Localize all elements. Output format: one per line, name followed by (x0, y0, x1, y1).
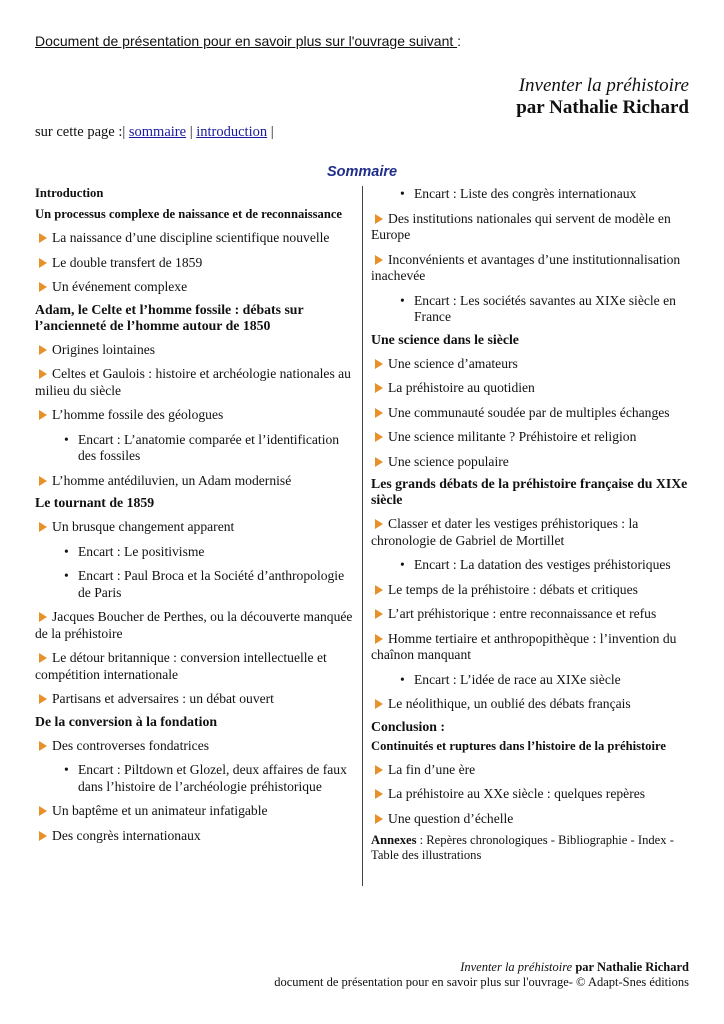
bullet-dot-icon: • (64, 431, 69, 447)
toc-item (35, 407, 353, 424)
section-heading: De la conversion à la fondation (35, 713, 218, 729)
toc-item (371, 606, 691, 623)
arrow-bullet-icon (375, 789, 383, 799)
bullet-dot-icon: • (64, 568, 69, 583)
toc-left-column (35, 186, 353, 844)
encart-label: Encart : Liste des congrès internationaux (414, 186, 637, 201)
toc-item-label: Origines lointaines (52, 341, 156, 357)
page-nav (35, 124, 274, 141)
toc-item-label: Inconvénients et avantages d’une institutionnalisation inachevée (371, 251, 681, 283)
bullet-dot-icon: • (64, 543, 69, 559)
toc-item-label: L’art préhistorique : entre reconnaissance et refus (388, 606, 657, 621)
arrow-bullet-icon (375, 814, 383, 824)
footer-title: Inventer la préhistoire (460, 960, 573, 974)
book-author: par Nathalie Richard (516, 97, 689, 118)
arrow-bullet-icon (39, 653, 47, 663)
arrow-bullet-icon (375, 383, 383, 393)
toc-item-label: Une science populaire (388, 453, 509, 469)
toc-item (371, 252, 691, 285)
arrow-bullet-icon (375, 634, 383, 644)
annexes-text: : Repères chronologiques - Bibliographie - Index - Table des illustrations (371, 833, 674, 862)
toc-item (371, 696, 691, 713)
arrow-bullet-icon (39, 258, 47, 268)
toc-item-label: Le double transfert de 1859 (52, 254, 203, 270)
encart-item (371, 186, 691, 203)
toc-item-label: Homme tertiaire et anthropopithèque : l’invention du chaînon manquant (371, 630, 677, 662)
toc-item (35, 691, 353, 708)
encart-label: Encart : La datation des vestiges préhistoriques (414, 557, 671, 572)
toc-item (35, 255, 353, 272)
nav-link-introduction[interactable]: introduction (196, 124, 268, 140)
section-heading: Adam, le Celte et l’homme fossile : débats sur l’ancienneté de l’homme autour de 1850 (35, 301, 304, 333)
encart-item (35, 432, 353, 465)
toc-item (371, 631, 691, 664)
section-heading: Les grands débats de la préhistoire française du XIXe siècle (371, 476, 688, 507)
annexes-label: Annexes (371, 833, 417, 847)
arrow-bullet-icon (39, 282, 47, 292)
arrow-bullet-icon (39, 741, 47, 751)
toc-item-label: L’homme antédiluvien, un Adam modernisé (52, 472, 292, 488)
book-title: Inventer la préhistoire (518, 75, 689, 96)
arrow-bullet-icon (375, 519, 383, 529)
toc-item-label: La préhistoire au quotidien (388, 380, 535, 395)
book-header (516, 75, 689, 119)
encart-item (35, 568, 353, 601)
toc-item (35, 366, 353, 399)
toc-item-label: La naissance d’une discipline scientifique nouvelle (52, 230, 330, 245)
toc-item-label: Partisans et adversaires : un débat ouvert (52, 691, 274, 706)
toc-item-label: Jacques Boucher de Perthes, ou la découverte manquée de la préhistoire (35, 609, 353, 641)
toc-item-label: La préhistoire au XXe siècle : quelques repères (388, 786, 646, 801)
toc-item-label: Des congrès internationaux (52, 827, 201, 843)
toc-item (371, 582, 691, 599)
arrow-bullet-icon (39, 233, 47, 243)
arrow-bullet-icon (375, 255, 383, 265)
toc-item-label: Des controverses fondatrices (52, 737, 210, 753)
encart-label: Encart : L’anatomie comparée et l’identification des fossiles (78, 431, 340, 463)
toc-item (371, 356, 691, 373)
toc-item-label: Un baptême et un animateur infatigable (52, 803, 268, 818)
toc-item-label: La fin d’une ère (388, 761, 476, 777)
toc-item (35, 473, 353, 490)
toc-item-label: Un événement complexe (52, 279, 188, 294)
toc-item-label: Une communauté soudée par de multiples échanges (388, 404, 670, 420)
toc-item (371, 380, 691, 397)
sommaire-title: Sommaire (326, 164, 398, 180)
toc-item (371, 811, 691, 828)
arrow-bullet-icon (39, 694, 47, 704)
bullet-dot-icon: • (400, 186, 405, 201)
footer (274, 960, 689, 990)
toc-item-label: Classer et dater les vestiges préhistoriques : la chronologie de Gabriel de Mortillet (371, 516, 639, 548)
encart-item (35, 544, 353, 561)
footer-author: par Nathalie Richard (572, 960, 689, 974)
arrow-bullet-icon (39, 369, 47, 379)
section-heading: Le tournant de 1859 (35, 495, 155, 510)
arrow-bullet-icon (375, 765, 383, 775)
toc-item (371, 405, 691, 422)
toc-item-label: Le néolithique, un oublié des débats français (388, 696, 631, 711)
toc-item (371, 516, 691, 549)
encart-label: Encart : Les sociétés savantes au XIXe siècle en France (414, 292, 676, 324)
toc-item (35, 609, 353, 642)
column-divider (362, 186, 363, 886)
arrow-bullet-icon (375, 214, 383, 224)
encart-label: Encart : Le positivisme (78, 543, 205, 559)
arrow-bullet-icon (39, 476, 47, 486)
toc-item-label: Une science d’amateurs (388, 355, 518, 371)
bullet-dot-icon: • (64, 762, 69, 777)
arrow-bullet-icon (375, 457, 383, 467)
bullet-dot-icon: • (400, 557, 405, 572)
toc-item-label: Une science militante ? Préhistoire et religion (388, 429, 637, 444)
bullet-dot-icon: • (400, 671, 405, 687)
toc-item (371, 211, 691, 244)
arrow-bullet-icon (39, 831, 47, 841)
toc-item (35, 650, 353, 683)
toc-item-label: Celtes et Gaulois : histoire et archéologie nationales au milieu du siècle (35, 366, 351, 398)
section-heading: Un processus complexe de naissance et de reconnaissance (35, 207, 343, 221)
toc-item-label: Le détour britannique : conversion intellectuelle et compétition internationale (35, 650, 327, 682)
encart-item (35, 762, 353, 795)
annexes (371, 833, 691, 863)
toc-item (371, 429, 691, 446)
section-heading: Continuités et ruptures dans l’histoire de la préhistoire (371, 738, 666, 753)
encart-item (371, 293, 691, 326)
bullet-dot-icon: • (400, 292, 405, 308)
intro-text: Document de présentation pour en savoir plus sur l'ouvrage suivant (35, 33, 458, 49)
arrow-bullet-icon (39, 522, 47, 532)
toc-item (371, 454, 691, 471)
nav-suffix: | (270, 124, 274, 140)
toc-right-column (371, 186, 691, 863)
toc-item-label: Le temps de la préhistoire : débats et critiques (388, 581, 638, 597)
toc-item-label: Une question d’échelle (388, 810, 514, 826)
nav-separator: | (189, 124, 193, 140)
toc-item-label: Des institutions nationales qui servent de modèle en Europe (371, 210, 671, 242)
toc-item (35, 803, 353, 820)
encart-label: Encart : L’idée de race au XIXe siècle (414, 671, 621, 687)
encart-item (371, 672, 691, 689)
intro-line (35, 33, 461, 49)
encart-label: Encart : Paul Broca et la Société d’anthropologie de Paris (78, 568, 345, 600)
toc-item (371, 786, 691, 803)
arrow-bullet-icon (375, 699, 383, 709)
encart-item (371, 557, 691, 574)
arrow-bullet-icon (39, 410, 47, 420)
arrow-bullet-icon (375, 408, 383, 418)
section-heading: Introduction (35, 186, 104, 200)
arrow-bullet-icon (375, 585, 383, 595)
nav-link-sommaire[interactable]: sommaire (128, 124, 187, 140)
toc-item (35, 230, 353, 247)
toc-item (35, 519, 353, 536)
encart-label: Encart : Piltdown et Glozel, deux affaires de faux dans l’histoire de l’archéologie préhistorique (78, 762, 347, 794)
arrow-bullet-icon (375, 609, 383, 619)
toc-item-label: Un brusque changement apparent (52, 519, 235, 534)
toc-item (35, 279, 353, 296)
intro-colon: : (457, 33, 462, 49)
toc-item (35, 828, 353, 845)
arrow-bullet-icon (375, 432, 383, 442)
toc-item (371, 762, 691, 779)
arrow-bullet-icon (39, 345, 47, 355)
toc-item (35, 342, 353, 359)
nav-prefix: sur cette page :| (35, 124, 126, 140)
arrow-bullet-icon (375, 359, 383, 369)
section-heading: Une science dans le siècle (371, 331, 519, 347)
section-heading: Conclusion : (371, 718, 445, 734)
toc-item (35, 738, 353, 755)
arrow-bullet-icon (39, 806, 47, 816)
footer-credit: document de présentation pour en savoir plus sur l'ouvrage- © Adapt-Snes éditions (274, 975, 689, 989)
toc-item-label: L’homme fossile des géologues (52, 407, 224, 422)
arrow-bullet-icon (39, 612, 47, 622)
